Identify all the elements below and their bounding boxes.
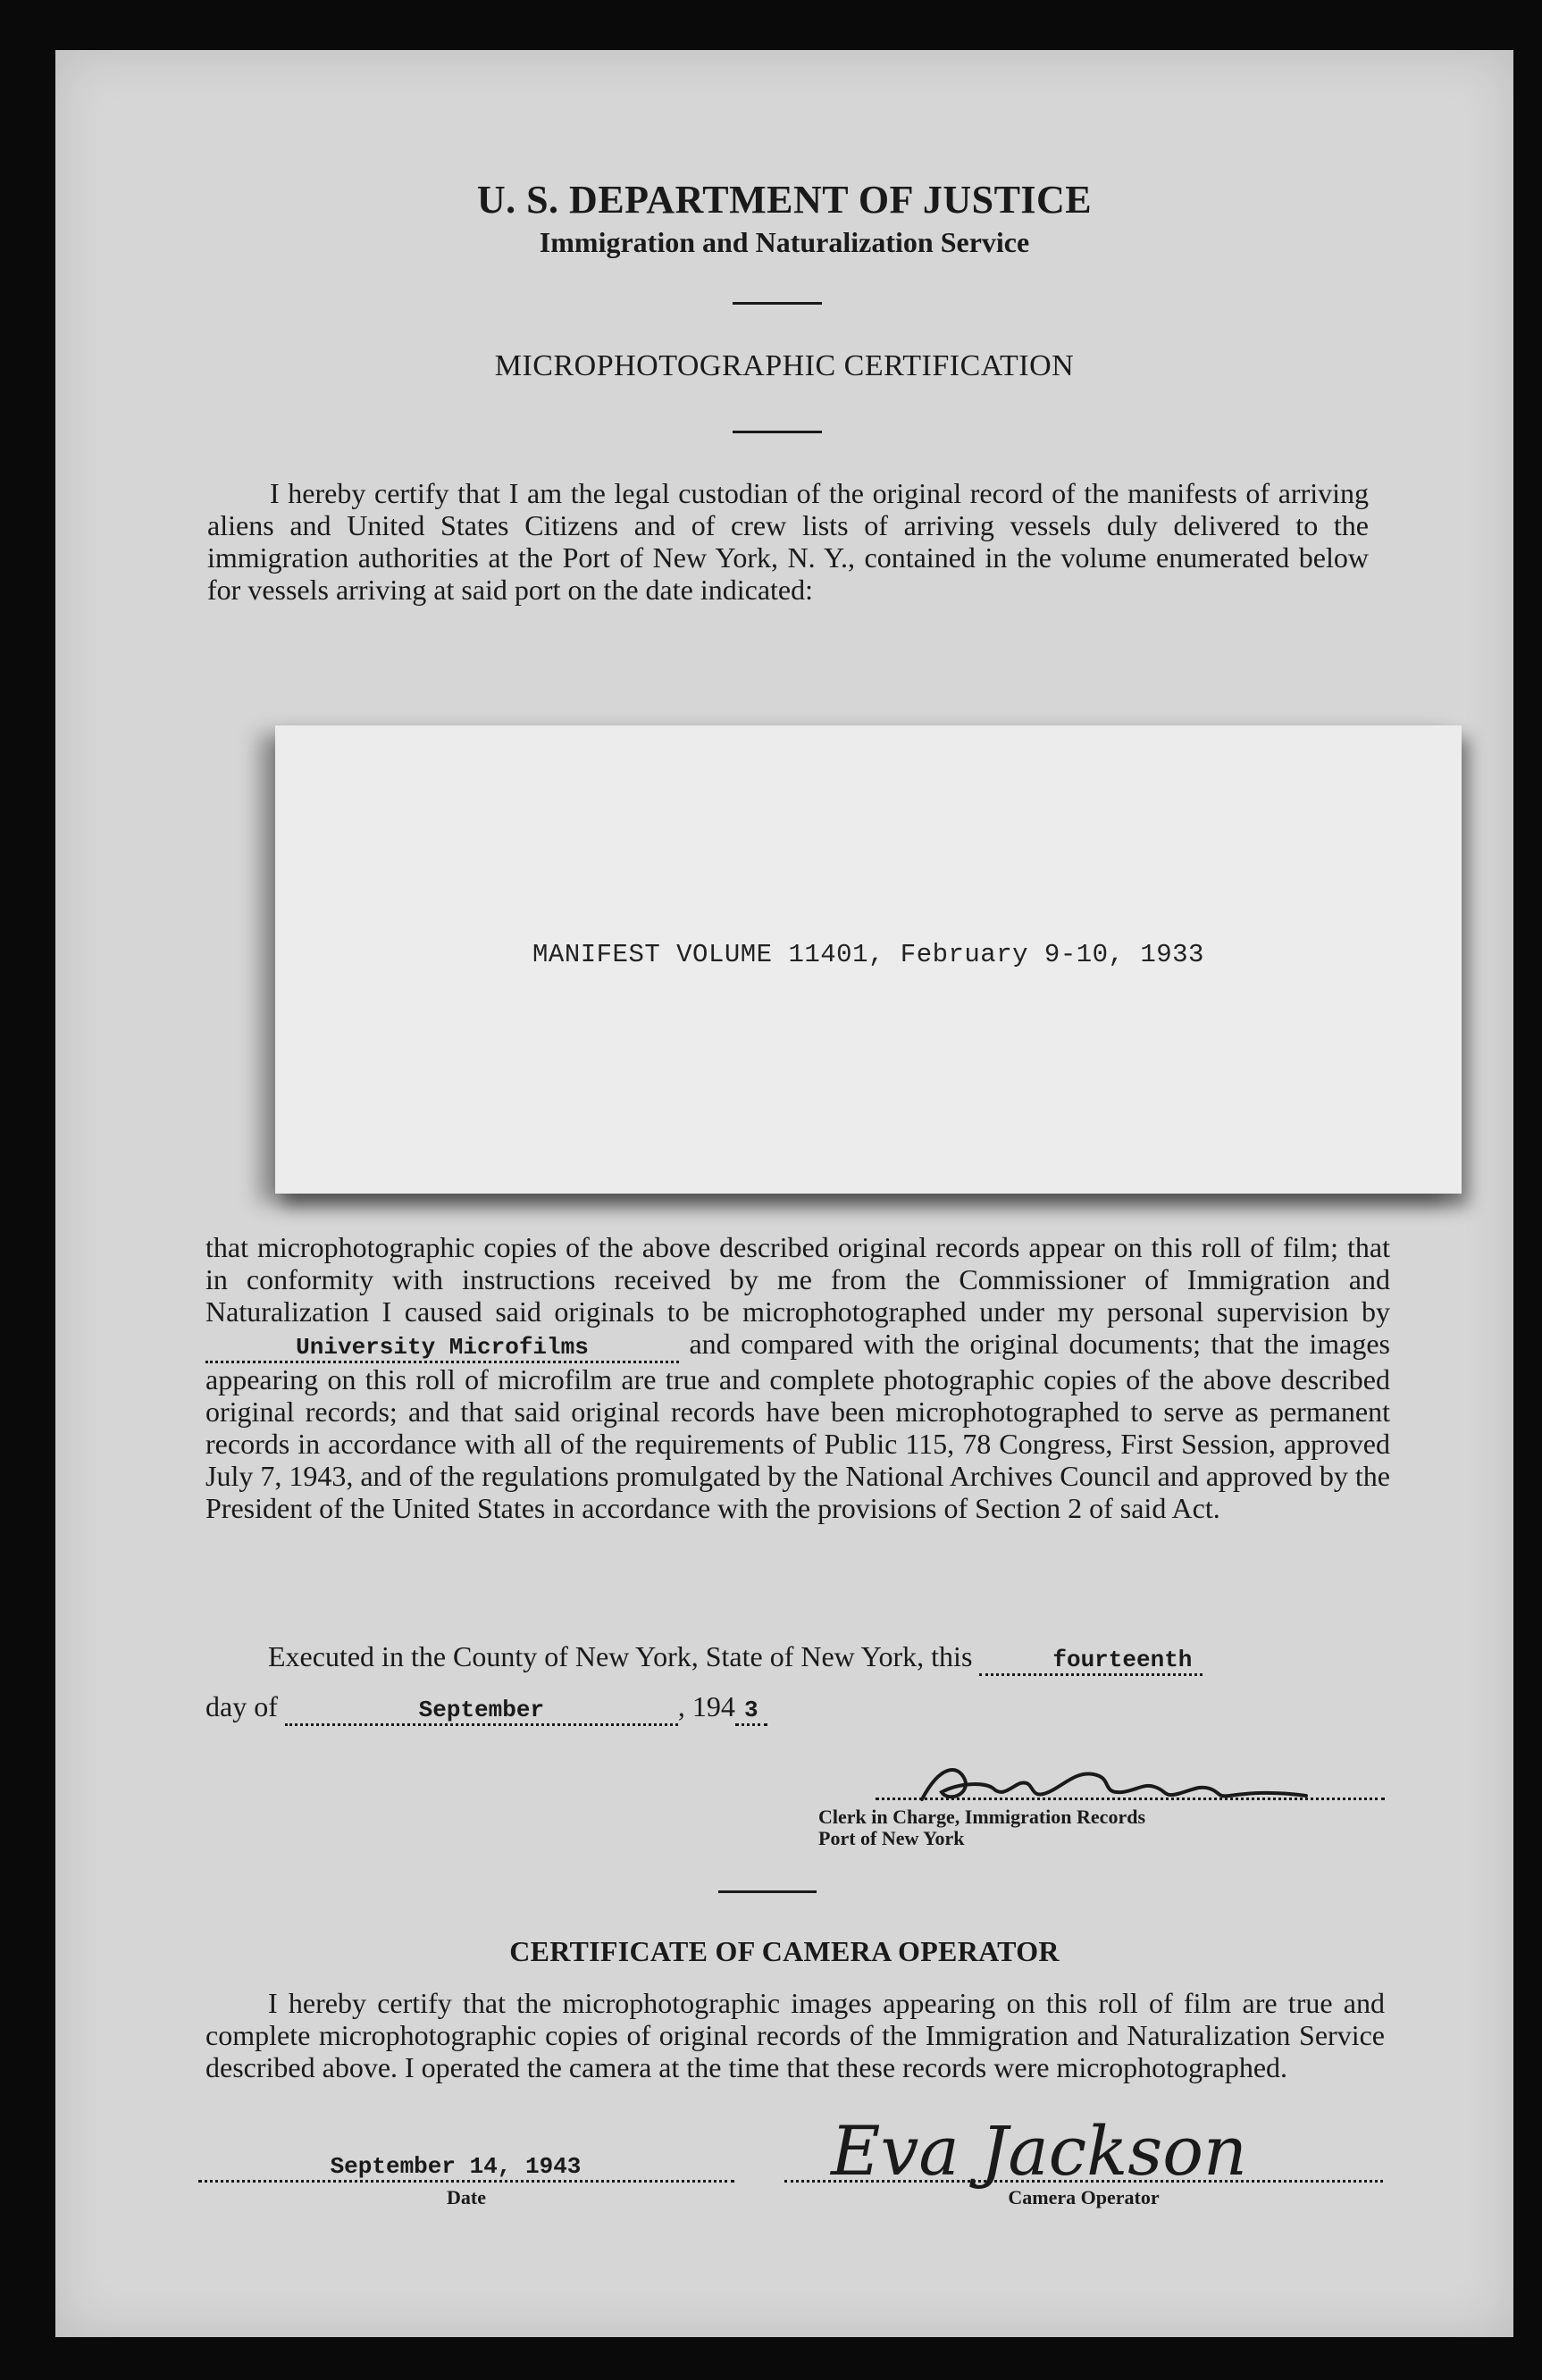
year-prefix: , 194 xyxy=(677,1690,735,1722)
operator-paragraph xyxy=(205,1987,1385,2083)
service-subheading: Immigration and Naturalization Service xyxy=(539,226,1030,258)
certificate-sheet xyxy=(55,50,1513,2337)
title-divider xyxy=(733,431,822,433)
clerk-title-line1: Clerk in Charge, Immigration Records xyxy=(818,1806,1146,1828)
body-text-a: that microphotographic copies of the above described original records appear on this roll of film; that in conformity with instructions received by me from the Commissioner of Immigration and Naturalization I caused said originals to be microphotographed under my personal supervision by xyxy=(205,1231,1390,1328)
volume-slip-text: MANIFEST VOLUME 11401, February 9-10, 1933 xyxy=(532,940,1204,969)
date-value: September 14, 1943 xyxy=(330,2153,582,2180)
year-value: 3 xyxy=(744,1697,758,1723)
day-of-label: day of xyxy=(205,1690,278,1722)
date-field xyxy=(205,2153,706,2180)
date-label: Date xyxy=(447,2186,486,2208)
date-line xyxy=(198,2180,734,2183)
volume-slip xyxy=(275,725,1462,1194)
supervisor-field xyxy=(205,1330,679,1363)
clerk-signature-line xyxy=(876,1798,1385,1800)
operator-label: Camera Operator xyxy=(1008,2186,1160,2208)
clerk-caption xyxy=(818,1806,1283,1849)
operator-text: I hereby certify that the microphotographic images appearing on this roll of film are true and complete microphotographic copies of original records of the Immigration and Naturalization Service described above. I operated the camera at the time that these records were microphotographed. xyxy=(205,1987,1385,2083)
year-field xyxy=(735,1693,767,1726)
month-field xyxy=(285,1693,678,1726)
body-text-b: and compared with the original documents; that the images appearing on this roll of microfilm are true and complete photographic copies of the above described original records; and that said original records have been microphotographed to serve as permanent records in accordance with all of the requirements of Public 115, 78 Congress, First Session, approved July 7, 1943, and of the regulations promulgated by the National Archives Council and approved by the President of the United States in accordance with the provisions of Section 2 of said Act. xyxy=(205,1328,1391,1524)
operator-divider xyxy=(718,1890,817,1893)
intro-text: I hereby certify that I am the legal custodian of the original record of the manifests of arriving aliens and United States Citizens and of crew lists of arriving vessels duly delivered to the immigration authorities at the Port of New York, N. Y., contained in the volume enumerated below for vessels arriving at said port on the date indicated: xyxy=(207,477,1369,606)
heading-divider xyxy=(733,302,822,305)
operator-signature-text: Eva Jackson xyxy=(831,2111,1247,2191)
clerk-title-line2: Port of New York xyxy=(818,1827,965,1849)
supervisor-value: University Microfilms xyxy=(296,1334,589,1361)
body-paragraph xyxy=(205,1231,1390,1524)
day-field xyxy=(979,1643,1203,1676)
execution-line xyxy=(205,1640,1394,1726)
operator-signature-line xyxy=(784,2180,1383,2183)
month-value: September xyxy=(418,1697,545,1723)
day-value: fourteenth xyxy=(1052,1647,1193,1673)
department-heading: U. S. DEPARTMENT OF JUSTICE xyxy=(476,178,1093,222)
execution-prefix: Executed in the County of New York, State of New York, this xyxy=(268,1640,973,1672)
intro-paragraph xyxy=(207,477,1369,606)
certification-title: MICROPHOTOGRAPHIC CERTIFICATION xyxy=(494,349,1075,382)
camera-operator-heading: CERTIFICATE OF CAMERA OPERATOR xyxy=(509,1935,1060,1967)
